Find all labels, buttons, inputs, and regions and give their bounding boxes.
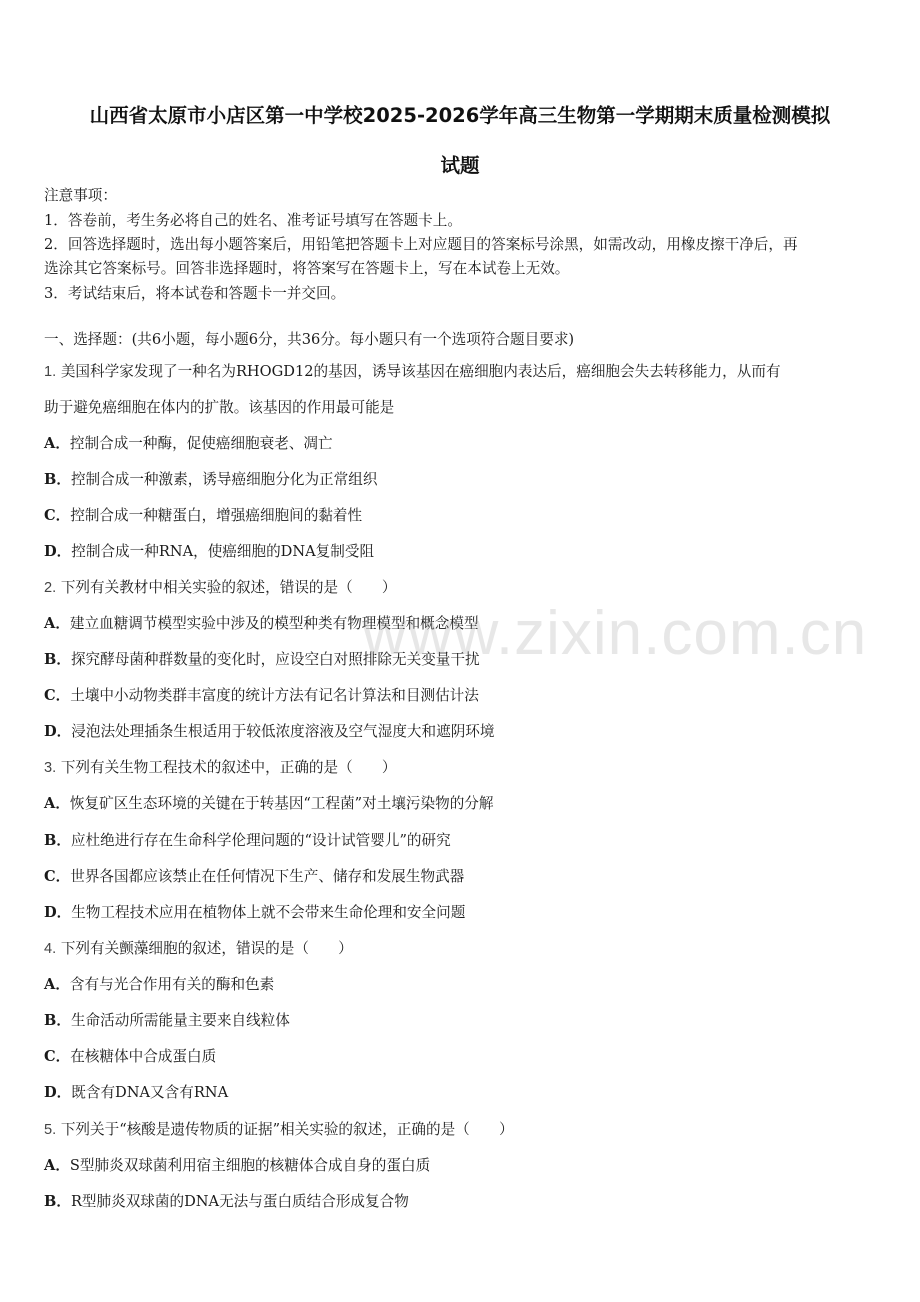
option-text: 恢复矿区生态环境的关键在于转基因“工程菌”对土壤污染物的分解: [69, 795, 494, 812]
option-letter: B．: [44, 651, 71, 668]
option-letter: A．: [44, 435, 70, 452]
option-d: [44, 903, 465, 923]
option-c: [44, 1047, 216, 1067]
question-number: 2.: [44, 580, 57, 596]
option-a: [44, 975, 274, 995]
option-c: [44, 867, 464, 887]
option-b: [44, 831, 451, 851]
option-letter: C．: [44, 507, 71, 524]
option-letter: D．: [44, 543, 72, 560]
section-heading: 一、选择题：(共6小题，每小题6分，共36分。每小题只有一个选项符合题目要求): [44, 331, 575, 348]
option-letter: A．: [44, 1157, 70, 1174]
option-text: R型肺炎双球菌的DNA无法与蛋白质结合形成复合物: [70, 1193, 409, 1210]
question-text: 下列有关教材中相关实验的叙述，错误的是（ ）: [60, 579, 397, 596]
option-b: [44, 470, 377, 490]
option-text: 控制合成一种激素，诱导癌细胞分化为正常组织: [70, 471, 378, 488]
option-letter: D．: [44, 723, 72, 740]
option-d: [44, 542, 374, 562]
option-letter: D．: [44, 904, 72, 921]
option-letter: C．: [44, 687, 71, 704]
question-stem: [44, 939, 353, 959]
option-b: [44, 1192, 409, 1212]
option-text: 控制合成一种RNA，使癌细胞的DNA复制受阻: [71, 543, 375, 560]
option-text: 控制合成一种糖蛋白，增强癌细胞间的黏着性: [70, 507, 363, 524]
notice-item-3: 3．考试结束后，将本试卷和答题卡一并交回。: [44, 285, 346, 302]
option-letter: B．: [44, 1012, 71, 1029]
notice-item-1: 1．答卷前，考生务必将自己的姓名、准考证号填写在答题卡上。: [44, 212, 462, 229]
option-text: 建立血糖调节模型实验中涉及的模型种类有物理模型和概念模型: [69, 615, 479, 632]
option-letter: B．: [44, 471, 71, 488]
option-text: 世界各国都应该禁止在任何情况下生产、储存和发展生物武器: [70, 868, 465, 885]
question-text-continued: 助于避免癌细胞在体内的扩散。该基因的作用最可能是: [44, 399, 395, 416]
notice-item-2-line1: 2．回答选择题时，选出每小题答案后，用铅笔把答题卡上对应题目的答案标号涂黑，如需改动，用橡皮擦干净后，再: [44, 236, 798, 253]
question-number: 1.: [44, 364, 57, 380]
option-a: [44, 1156, 430, 1176]
question-stem: [44, 578, 396, 598]
option-letter: A．: [44, 976, 70, 993]
question-number: 5.: [44, 1122, 57, 1138]
option-letter: C．: [44, 1048, 71, 1065]
notice-heading: 注意事项：: [44, 187, 117, 204]
option-b: [44, 1011, 290, 1031]
question-text: 美国科学家发现了一种名为RHOGD12的基因，诱导该基因在癌细胞内表达后，癌细胞会失去转移能力，从而有: [60, 363, 781, 380]
option-text: 既含有DNA又含有RNA: [71, 1084, 229, 1101]
watermark: www.zixin.com.cn: [362, 599, 868, 668]
question-text: 下列关于“核酸是遗传物质的证据”相关实验的叙述，正确的是（ ）: [60, 1121, 514, 1138]
option-a: [44, 794, 493, 814]
option-text: 探究酵母菌种群数量的变化时，应设空白对照排除无关变量干扰: [70, 651, 480, 668]
option-d: [44, 1083, 228, 1103]
option-d: [44, 722, 494, 742]
question-stem: [44, 758, 396, 778]
exam-title-line2: 试题: [440, 154, 480, 177]
option-c: [44, 686, 479, 706]
option-c: [44, 506, 362, 526]
question-text: 下列有关颤藻细胞的叙述，错误的是（ ）: [60, 940, 353, 957]
option-text: 控制合成一种酶，促使癌细胞衰老、凋亡: [69, 435, 333, 452]
exam-title-line1: 山西省太原市小店区第一中学校2025-2026学年高三生物第一学期期末质量检测模拟: [89, 104, 831, 127]
option-letter: D．: [44, 1084, 72, 1101]
option-text: 生物工程技术应用在植物体上就不会带来生命伦理和安全问题: [71, 904, 466, 921]
option-letter: A．: [44, 795, 70, 812]
question-text: 下列有关生物工程技术的叙述中，正确的是（ ）: [60, 759, 397, 776]
option-text: S型肺炎双球菌利用宿主细胞的核糖体合成自身的蛋白质: [69, 1157, 431, 1174]
notice-item-2-line2: 选涂其它答案标号。回答非选择题时，将答案写在答题卡上，写在本试卷上无效。: [44, 260, 570, 277]
option-text: 土壤中小动物类群丰富度的统计方法有记名计算法和目测估计法: [70, 687, 479, 704]
question-stem: [44, 362, 781, 382]
option-text: 生命活动所需能量主要来自线粒体: [70, 1012, 290, 1029]
option-letter: B．: [44, 832, 71, 849]
option-text: 浸泡法处理插条生根适用于较低浓度溶液及空气湿度大和遮阴环境: [71, 723, 495, 740]
question-stem: [44, 1120, 514, 1140]
question-number: 3.: [44, 760, 57, 776]
question-number: 4.: [44, 941, 57, 957]
option-letter: A．: [44, 615, 70, 632]
option-text: 含有与光合作用有关的酶和色素: [69, 976, 275, 993]
option-letter: B．: [44, 1193, 71, 1210]
option-text: 在核糖体中合成蛋白质: [70, 1048, 217, 1065]
option-a: [44, 434, 333, 454]
option-letter: C．: [44, 868, 71, 885]
option-text: 应杜绝进行存在生命科学伦理问题的“设计试管婴儿”的研究: [70, 832, 451, 849]
